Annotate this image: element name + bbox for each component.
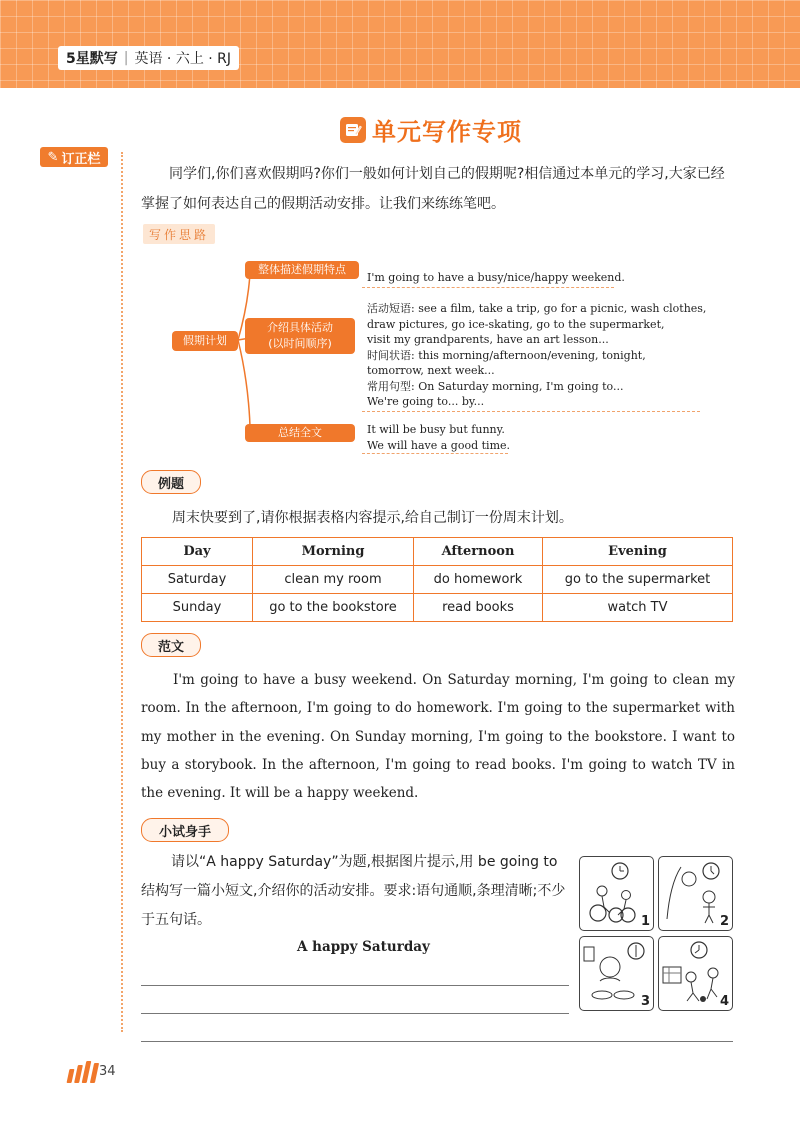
table-row <box>142 594 733 622</box>
weekend-plan-table <box>141 537 733 622</box>
table-header-row <box>142 538 733 566</box>
writing-idea-tag: 写作思路 <box>143 224 215 244</box>
mindmap-activities-underline <box>362 411 700 412</box>
mindmap-branch-activities-line1: 介绍具体活动 <box>267 321 333 334</box>
table-row <box>142 566 733 594</box>
books-icon <box>68 1061 97 1083</box>
intro-paragraph: 同学们,你们喜欢假期吗?你们一般如何计划自己的假期呢?相信通过本单元的学习,大家已经掌握了如何表达自己的假期活动安排。让我们来练练笔吧。 <box>141 166 725 212</box>
model-essay: I'm going to have a busy weekend. On Saturday morning, I'm going to clean my room. In the afternoon, I'm going to do homework. I'm going to the supermarket with my mother in the evening. On Sunday morning, I'm going to the bookstore. I want to buy a storybook. In the afternoon, I'm going to read books. I'm going to watch TV in the evening. It will be a happy weekend. <box>141 672 735 802</box>
table-header: Evening <box>543 538 733 566</box>
section-title <box>340 112 522 147</box>
picture-garden <box>658 856 733 931</box>
mindmap-summary-line: It will be busy but funny. <box>367 423 505 436</box>
mindmap-activity-line: We're going to... by... <box>367 395 485 408</box>
brand-separator: | <box>123 50 129 66</box>
table-header: Morning <box>253 538 414 566</box>
mindmap-branch-overall: 整体描述假期特点 <box>245 261 359 279</box>
picture-number: 3 <box>640 994 650 1009</box>
mindmap-activities-text <box>367 301 706 410</box>
example-prompt: 周末快要到了,请你根据表格内容提示,给自己制订一份周末计划。 <box>172 510 573 526</box>
practice-label: 小试身手 <box>141 818 229 842</box>
table-cell: read books <box>414 594 543 622</box>
writing-line[interactable] <box>141 1013 569 1014</box>
notebook-pencil-icon <box>340 117 366 143</box>
picture-number: 4 <box>719 994 729 1009</box>
page-number: 34 <box>99 1064 116 1079</box>
correction-tag-label: 订正栏 <box>61 151 101 167</box>
table-cell: Sunday <box>142 594 253 622</box>
mindmap-summary-text <box>367 422 510 453</box>
writing-line[interactable] <box>141 985 569 986</box>
mindmap-branch-activities <box>245 318 355 354</box>
picture-number: 1 <box>640 914 650 929</box>
picture-football <box>658 936 733 1011</box>
correction-tag <box>40 147 108 167</box>
page-header <box>0 0 800 88</box>
pencil-icon: ✎ <box>47 149 59 165</box>
page-title: 单元写作专项 <box>372 118 522 146</box>
mindmap-activity-line: 常用句型: On Saturday morning, I'm going to... <box>367 379 624 393</box>
table-header: Day <box>142 538 253 566</box>
mindmap-summary-line: We will have a good time. <box>367 438 510 452</box>
mindmap-activity-line: 时间状语: this morning/afternoon/evening, tonight, <box>367 348 646 362</box>
brand-name: 5星默写 <box>66 51 118 67</box>
table-cell: go to the bookstore <box>253 594 414 622</box>
correction-divider <box>121 152 123 1032</box>
mindmap-branch-summary: 总结全文 <box>245 424 355 442</box>
writing-line[interactable] <box>141 1041 733 1042</box>
mindmap-overall-text: I'm going to have a busy/nice/happy weekend. <box>367 271 625 284</box>
practice-title: A happy Saturday <box>297 939 430 955</box>
table-cell: watch TV <box>543 594 733 622</box>
brand-badge <box>58 46 239 70</box>
picture-lunch <box>579 936 654 1011</box>
mindmap-branch-activities-line2: (以时间顺序) <box>268 337 332 350</box>
mindmap-overall-underline <box>362 287 614 288</box>
picture-cycling <box>579 856 654 931</box>
brand-subject: 英语 · 六上 · RJ <box>134 51 232 67</box>
mindmap-activity-line: visit my grandparents, have an art lesson... <box>367 333 609 346</box>
picture-number: 2 <box>719 914 729 929</box>
table-header: Afternoon <box>414 538 543 566</box>
table-cell: clean my room <box>253 566 414 594</box>
table-cell: go to the supermarket <box>543 566 733 594</box>
table-cell: Saturday <box>142 566 253 594</box>
table-cell: do homework <box>414 566 543 594</box>
model-essay-label: 范文 <box>141 633 201 657</box>
practice-prompt: 请以“A happy Saturday”为题,根据图片提示,用 be going to 结构写一篇小短文,介绍你的活动安排。要求:语句通顺,条理清晰;不少于五句话。 <box>141 854 566 928</box>
mindmap-summary-underline <box>362 453 508 454</box>
mindmap-activity-line: tomorrow, next week... <box>367 364 495 377</box>
mindmap-root: 假期计划 <box>172 331 238 351</box>
mindmap-activity-line: draw pictures, go ice-skating, go to the supermarket, <box>367 317 665 331</box>
mindmap-activity-line: 活动短语: see a film, take a trip, go for a picnic, wash clothes, <box>367 302 707 315</box>
example-label: 例题 <box>141 470 201 494</box>
